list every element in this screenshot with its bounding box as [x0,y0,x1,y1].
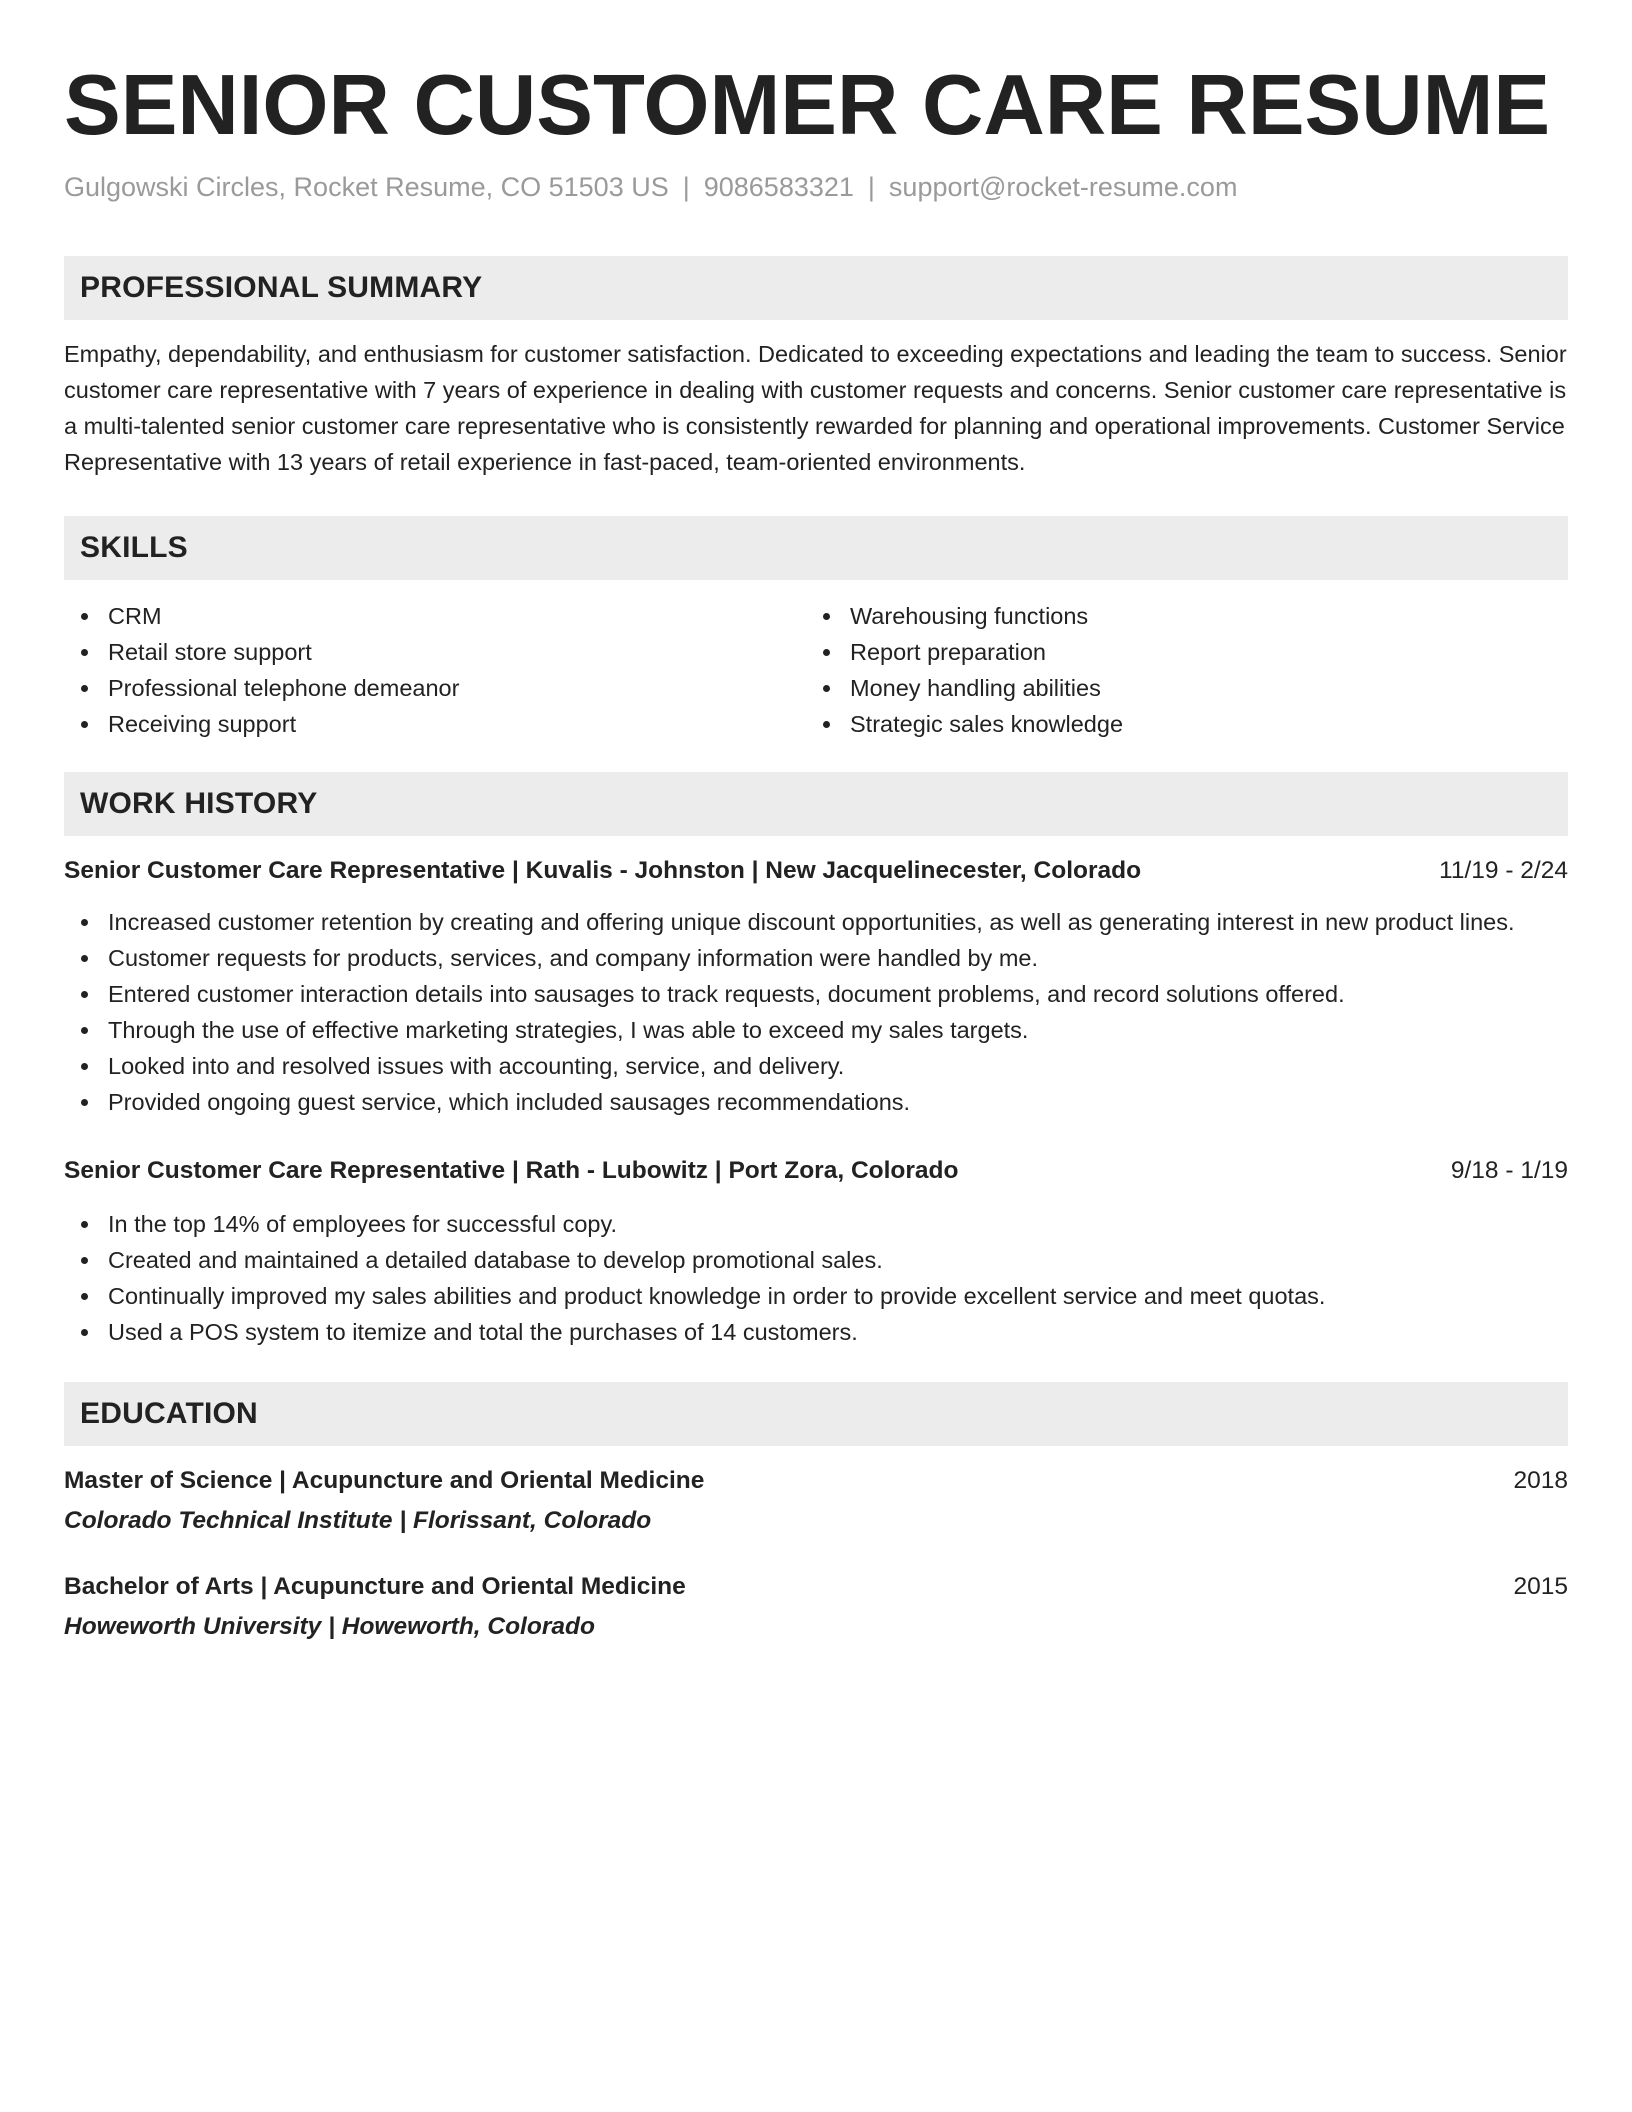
skill-item: Report preparation [806,634,1548,670]
job-title: Senior Customer Care Representative | Rath - Lubowitz | Port Zora, Colorado [64,1157,959,1184]
skill-item: Professional telephone demeanor [64,670,806,706]
job-bullet: Entered customer interaction details into sausages to track requests, document problems, and record solutions offered. [64,976,1568,1012]
job-bullet: Customer requests for products, services, and company information were handled by me. [64,940,1568,976]
job-entry [64,1154,1568,1350]
job-bullet: Created and maintained a detailed database to develop promotional sales. [64,1242,1568,1278]
job-bullet: Through the use of effective marketing strategies, I was able to exceed my sales targets. [64,1012,1568,1048]
section-heading-education: EDUCATION [64,1382,1568,1446]
job-dates: 9/18 - 1/19 [1450,1157,1568,1184]
education-header [64,1464,1568,1498]
job-bullet: Continually improved my sales abilities and product knowledge in order to provide excellent service and meet quotas. [64,1278,1568,1314]
skill-item: Retail store support [64,634,806,670]
contact-address: Gulgowski Circles, Rocket Resume, CO 51503 US [64,172,669,202]
contact-separator: | [867,172,875,202]
education-degree: Master of Science | Acupuncture and Oriental Medicine [64,1467,705,1494]
education-school: Colorado Technical Institute | Florissant, Colorado [64,1507,652,1534]
job-bullet: Looked into and resolved issues with accounting, service, and delivery. [64,1048,1568,1084]
contact-phone: 9086583321 [703,172,854,202]
job-bullet: Used a POS system to itemize and total the purchases of 14 customers. [64,1314,1568,1350]
education-degree: Bachelor of Arts | Acupuncture and Oriental Medicine [64,1573,686,1600]
skill-item: Money handling abilities [806,670,1548,706]
job-bullets [64,1206,1568,1350]
skill-item: Warehousing functions [806,598,1548,634]
job-entry [64,854,1568,1120]
job-bullet: Increased customer retention by creating and offering unique discount opportunities, as well as generating interest in new product lines. [64,904,1568,940]
education-entry [64,1464,1568,1538]
skills-list [64,598,1568,742]
skill-item: CRM [64,598,806,634]
section-heading-work-history: WORK HISTORY [64,772,1568,836]
resume-title: SENIOR CUSTOMER CARE RESUME [64,58,1551,153]
job-header [64,854,1568,888]
summary-text: Empathy, dependability, and enthusiasm for customer satisfaction. Dedicated to exceeding expectations and leading the team to success. Senior customer care representative with 7 years of experience in dealing with customer requests and concerns. Senior customer care representative is a multi-talented senior customer care representative who is consistently rewarded for planning and operational improvements. Customer Service Representative with 13 years of retail experience in fast-paced, team-oriented environments. [64,341,1567,475]
education-entry [64,1570,1568,1644]
section-heading-skills: SKILLS [64,516,1568,580]
skills-column-left [64,598,806,742]
contact-email: support@rocket-resume.com [888,172,1238,202]
job-bullets [64,904,1568,1120]
job-title: Senior Customer Care Representative | Kuvalis - Johnston | New Jacquelinecester, Colorado [64,857,1142,884]
section-heading-summary: PROFESSIONAL SUMMARY [64,256,1568,320]
job-bullet: Provided ongoing guest service, which included sausages recommendations. [64,1084,1568,1120]
education-header [64,1570,1568,1604]
education-year: 2018 [1513,1467,1568,1494]
skill-item: Receiving support [64,706,806,742]
job-header [64,1154,1568,1188]
job-bullet: In the top 14% of employees for successful copy. [64,1206,1568,1242]
skill-item: Strategic sales knowledge [806,706,1548,742]
contact-separator: | [682,172,690,202]
job-dates: 11/19 - 2/24 [1439,857,1568,884]
contact-line [64,170,1568,204]
education-year: 2015 [1513,1573,1568,1600]
education-school: Howeworth University | Howeworth, Colorado [64,1613,595,1640]
skills-column-right [806,598,1548,742]
